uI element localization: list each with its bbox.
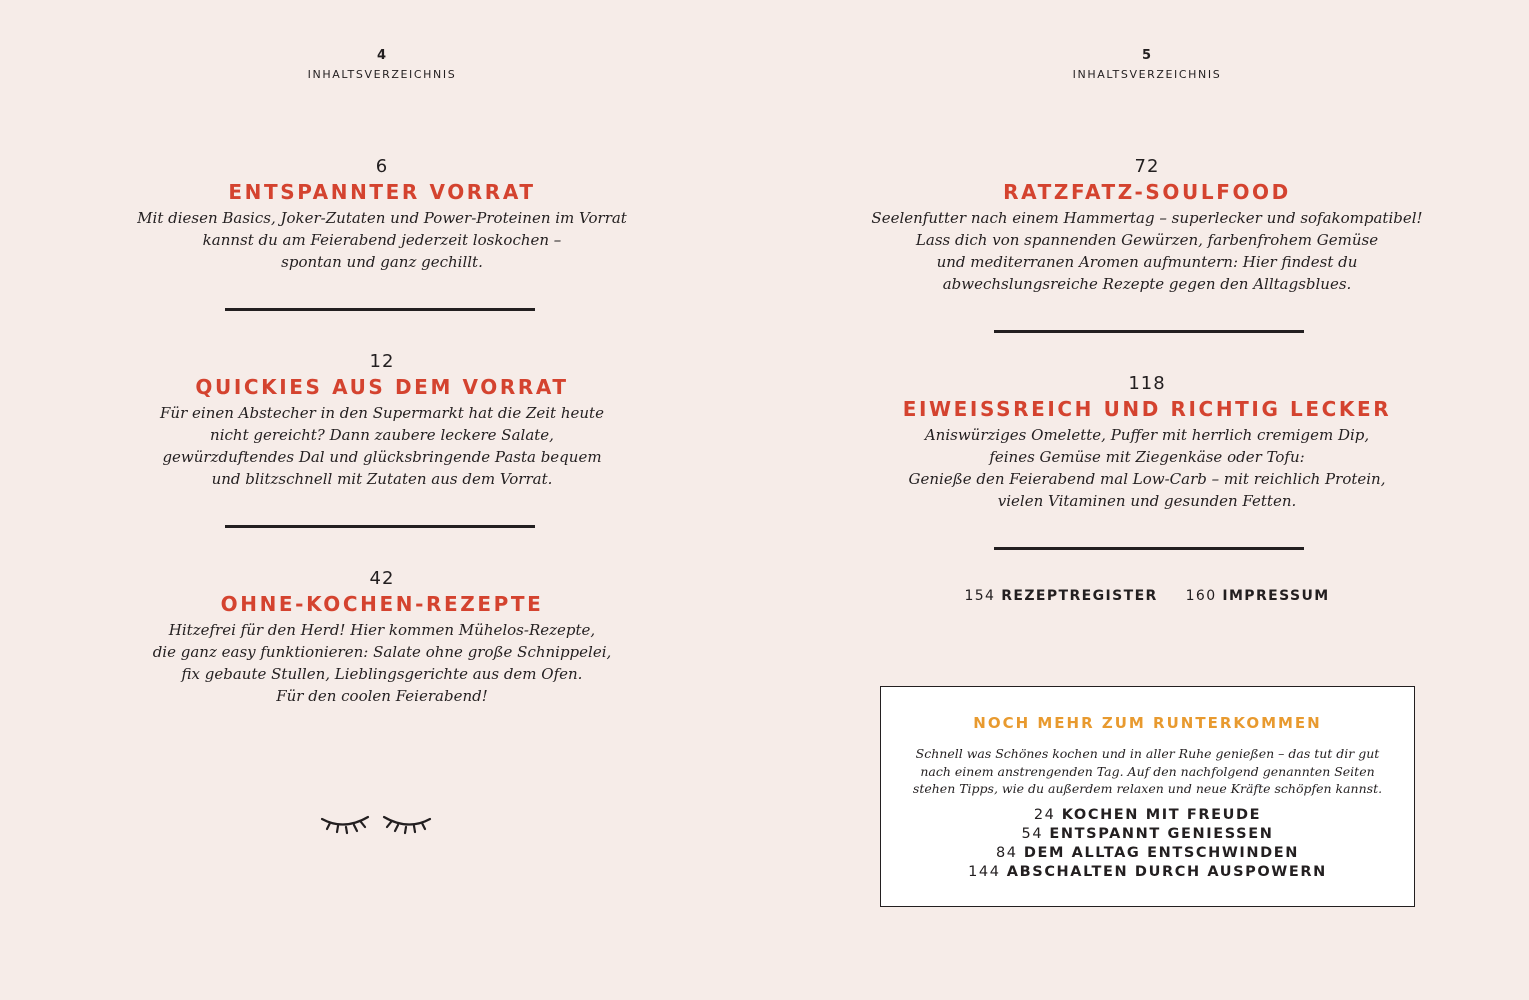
info-box-item[interactable]: 54 ENTSPANNT GENIESSEN bbox=[1021, 825, 1274, 842]
section-title: QUICKIES AUS DEM VORRAT bbox=[195, 375, 569, 399]
page-header bbox=[0, 47, 764, 83]
running-title: INHALTSVERZEICHNIS bbox=[1072, 68, 1222, 81]
info-box-item[interactable]: 24 KOCHEN MIT FREUDE bbox=[1033, 806, 1262, 823]
toc-section-entspannter-vorrat[interactable] bbox=[0, 156, 764, 273]
divider bbox=[994, 547, 1304, 550]
closed-eyes-icon bbox=[318, 805, 438, 845]
info-box-list bbox=[881, 806, 1414, 882]
section-title: ENTSPANNTER VORRAT bbox=[228, 180, 536, 204]
divider bbox=[225, 308, 535, 311]
section-title: OHNE-KOCHEN-REZEPTE bbox=[220, 592, 544, 616]
page-number: 5 bbox=[1141, 48, 1153, 63]
info-box-description: Schnell was Schönes kochen und in aller Ruhe genießen – das tut dir gut nach einem anstrengenden Tag. Auf den nachfolgend genannten Seiten stehen Tipps, wie du außerdem relaxen und neue Kräfte schöpfen kannst. bbox=[912, 746, 1383, 796]
info-box-item[interactable]: 144 ABSCHALTEN DURCH AUSPOWERN bbox=[968, 863, 1327, 880]
section-page-number: 42 bbox=[369, 568, 395, 589]
page-header bbox=[765, 47, 1529, 83]
toc-section-eiweissreich[interactable] bbox=[765, 373, 1529, 512]
info-box bbox=[880, 686, 1415, 907]
divider bbox=[994, 330, 1304, 333]
page-number: 4 bbox=[376, 48, 388, 63]
ref-rezeptregister[interactable]: 154 REZEPTREGISTER bbox=[964, 588, 1158, 604]
info-box-item[interactable]: 84 DEM ALLTAG ENTSCHWINDEN bbox=[995, 844, 1300, 861]
section-title: EIWEISSREICH UND RICHTIG LECKER bbox=[902, 397, 1392, 421]
section-page-number: 72 bbox=[1134, 156, 1160, 177]
section-description: Für einen Abstecher in den Supermarkt hat die Zeit heute nicht gereicht? Dann zaubere leckere Salate, gewürzduftendes Dal und glücksbringende Pasta bequem und blitzschnell mit Zutaten aus dem Vorrat. bbox=[160, 404, 604, 488]
index-references bbox=[765, 586, 1529, 606]
divider bbox=[225, 525, 535, 528]
section-title: RATZFATZ-SOULFOOD bbox=[1003, 180, 1291, 204]
info-box-title: NOCH MEHR ZUM RUNTERKOMMEN bbox=[973, 714, 1322, 732]
toc-section-ratzfatz-soulfood[interactable] bbox=[765, 156, 1529, 295]
toc-section-quickies[interactable] bbox=[0, 351, 764, 490]
section-description: Hitzefrei für den Herd! Hier kommen Mühelos-Rezepte, die ganz easy funktionieren: Salate ohne große Schnippelei, fix gebaute Stullen, Lieblingsgerichte aus dem Ofen. Für den coolen Feierabend! bbox=[152, 621, 612, 705]
toc-section-ohne-kochen[interactable] bbox=[0, 568, 764, 707]
section-description: Mit diesen Basics, Joker-Zutaten und Power-Proteinen im Vorrat kannst du am Feierabend jederzeit loskochen – spontan und ganz gechillt. bbox=[137, 209, 627, 271]
ref-impressum[interactable]: 160 IMPRESSUM bbox=[1185, 588, 1330, 604]
section-description: Seelenfutter nach einem Hammertag – superlecker und sofakompatibel! Lass dich von spannenden Gewürzen, farbenfrohem Gemüse und mediterranen Aromen aufmuntern: Hier findest du abwechslungsreiche Rezepte gegen den Alltagsblues. bbox=[871, 209, 1423, 293]
section-page-number: 118 bbox=[1128, 373, 1166, 394]
left-page bbox=[0, 0, 764, 1000]
section-description: Aniswürziges Omelette, Puffer mit herrlich cremigem Dip, feines Gemüse mit Ziegenkäse oder Tofu: Genieße den Feierabend mal Low-Carb – mit reichlich Protein, vielen Vitaminen und gesunden Fetten. bbox=[908, 426, 1386, 510]
running-title: INHALTSVERZEICHNIS bbox=[307, 68, 457, 81]
section-page-number: 12 bbox=[369, 351, 395, 372]
right-page bbox=[765, 0, 1529, 1000]
section-page-number: 6 bbox=[375, 156, 389, 177]
